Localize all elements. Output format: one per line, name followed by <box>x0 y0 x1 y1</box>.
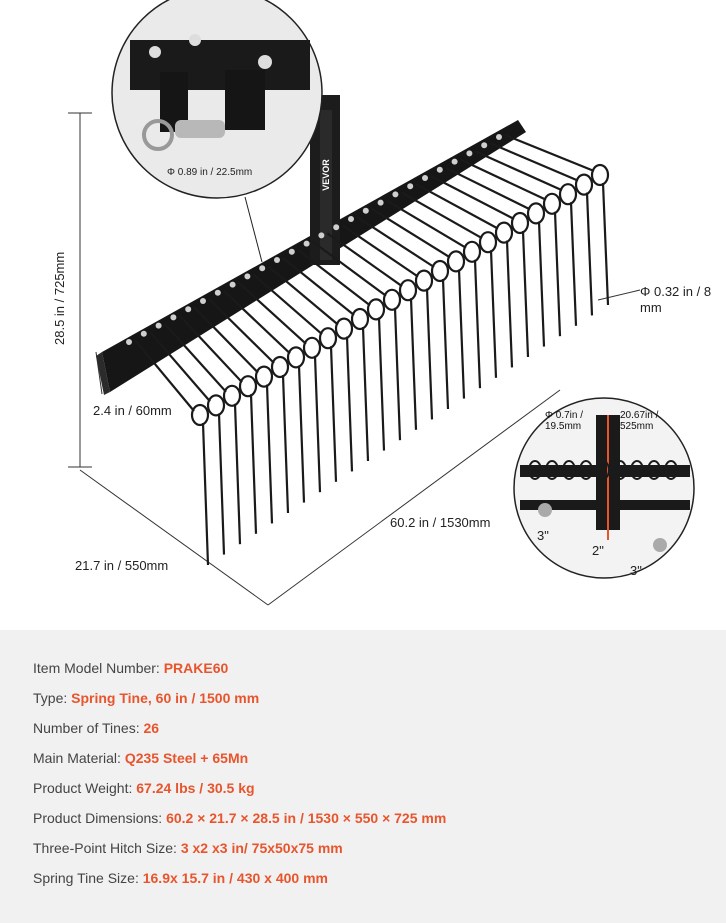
tine-coil <box>448 251 464 271</box>
bolt <box>333 224 339 230</box>
tine-coil <box>544 194 560 214</box>
tine-arm <box>475 151 562 190</box>
tine-leg <box>459 269 464 398</box>
tine-leg <box>507 241 512 368</box>
tine-leg <box>235 404 240 544</box>
spec-weight: Product Weight: 67.24 lbs / 30.5 kg <box>33 780 255 796</box>
bolt <box>244 273 250 279</box>
tine-leg <box>571 202 576 326</box>
inset-mast-label: 20.67in / 525mm <box>620 410 659 432</box>
bolt <box>452 159 458 165</box>
tine-leg <box>395 308 400 440</box>
tine-coil <box>272 357 288 377</box>
depth-dimension-label: 21.7 in / 550mm <box>75 558 169 573</box>
tine-leg <box>347 337 352 472</box>
tine-coil <box>192 405 208 425</box>
tine-coil <box>368 299 384 319</box>
bolt <box>141 331 147 337</box>
tine-leg <box>379 317 384 450</box>
hitch-pin-diameter-label: Φ 0.89 in / 22.5mm <box>167 167 253 178</box>
bolt <box>392 191 398 197</box>
inset-center-label: 2" <box>592 543 604 558</box>
tine-leg <box>363 327 368 461</box>
bolt <box>230 282 236 288</box>
bolt <box>437 167 443 173</box>
spec-tines: Number of Tines: 26 <box>33 720 160 736</box>
spec-tine-size: Spring Tine Size: 16.9x 15.7 in / 430 x 400 mm <box>33 870 328 886</box>
tine-leg <box>443 279 448 409</box>
inset-right-label: 3" <box>630 563 642 578</box>
tine-leg <box>427 289 432 420</box>
bolt <box>304 241 310 247</box>
tine-coil <box>288 347 304 367</box>
tine-coil <box>320 328 336 348</box>
tine-arm <box>416 184 498 228</box>
bolt <box>259 265 265 271</box>
tine-leg <box>331 346 336 482</box>
bolt <box>215 290 221 296</box>
height-dimension-label: 28.5 in / 725mm <box>52 251 67 345</box>
bolt <box>407 183 413 189</box>
tine-coil <box>464 242 480 262</box>
bolt <box>126 339 132 345</box>
tine-arm <box>431 176 514 219</box>
tine-arm <box>505 135 594 171</box>
tine-coil <box>480 232 496 252</box>
specifications-panel <box>0 630 726 923</box>
bar-height-label: 2.4 in / 60mm <box>93 403 172 418</box>
inset-pin-label: Φ 0.7in / 19.5mm <box>545 410 583 432</box>
bolt <box>378 200 384 206</box>
bolt <box>289 249 295 255</box>
bolt <box>274 257 280 263</box>
tine-coil <box>512 213 528 233</box>
tine-arm <box>461 160 546 200</box>
tine-leg <box>539 221 544 346</box>
spec-dimensions: Product Dimensions: 60.2 × 21.7 × 28.5 in / 1530 × 550 × 725 mm <box>33 810 447 826</box>
spec-material: Main Material: Q235 Steel + 65Mn <box>33 750 249 766</box>
tine-leg <box>603 183 608 305</box>
tine-leg <box>475 260 480 388</box>
tine-coil <box>352 309 368 329</box>
tine-leg <box>283 375 288 513</box>
tine-coil <box>432 261 448 281</box>
spec-type: Type: Spring Tine, 60 in / 1500 mm <box>33 690 260 706</box>
tine-leg <box>555 212 560 336</box>
bolt <box>348 216 354 222</box>
bolt <box>363 208 369 214</box>
bolt <box>496 134 502 140</box>
tine-coil <box>240 376 256 396</box>
bolt <box>156 323 162 329</box>
tine-leg <box>267 385 272 524</box>
tine-coil <box>224 386 240 406</box>
tine-leg <box>411 298 416 430</box>
bolt <box>318 232 324 238</box>
tine-arm <box>446 168 530 210</box>
bolt <box>200 298 206 304</box>
tine-coil <box>400 280 416 300</box>
bolt <box>466 150 472 156</box>
bolt <box>185 306 191 312</box>
tine-coil <box>528 203 544 223</box>
tine-diameter-label: Φ 0.32 in / 8 mm <box>640 284 712 315</box>
tine-coil <box>576 175 592 195</box>
tine-leg <box>251 394 256 534</box>
bolt <box>170 314 176 320</box>
tine-coil <box>560 184 576 204</box>
tine-coil <box>416 271 432 291</box>
tine-leg <box>315 356 320 492</box>
bolt <box>422 175 428 181</box>
spec-model: Item Model Number: PRAKE60 <box>33 660 229 676</box>
tine-leg <box>299 365 304 502</box>
tine-coil <box>208 395 224 415</box>
spec-hitch-size: Three-Point Hitch Size: 3 x2 x3 in/ 75x50x75 mm <box>33 840 343 856</box>
brand-logo: VEVOR <box>320 159 331 191</box>
tine-coil <box>336 319 352 339</box>
tine-coil <box>384 290 400 310</box>
bolt <box>481 142 487 148</box>
tine-leg <box>523 231 528 357</box>
inset-left-label: 3" <box>537 528 549 543</box>
tine-coil <box>256 367 272 387</box>
tine-leg <box>203 423 208 565</box>
tine-coil <box>304 338 320 358</box>
tine-leg <box>219 413 224 554</box>
length-dimension-label: 60.2 in / 1530mm <box>390 515 491 530</box>
tine-leg <box>587 193 592 316</box>
tine-coil <box>592 165 608 185</box>
tine-arm <box>490 143 578 180</box>
tine-leg <box>491 250 496 378</box>
tine-coil <box>496 223 512 243</box>
